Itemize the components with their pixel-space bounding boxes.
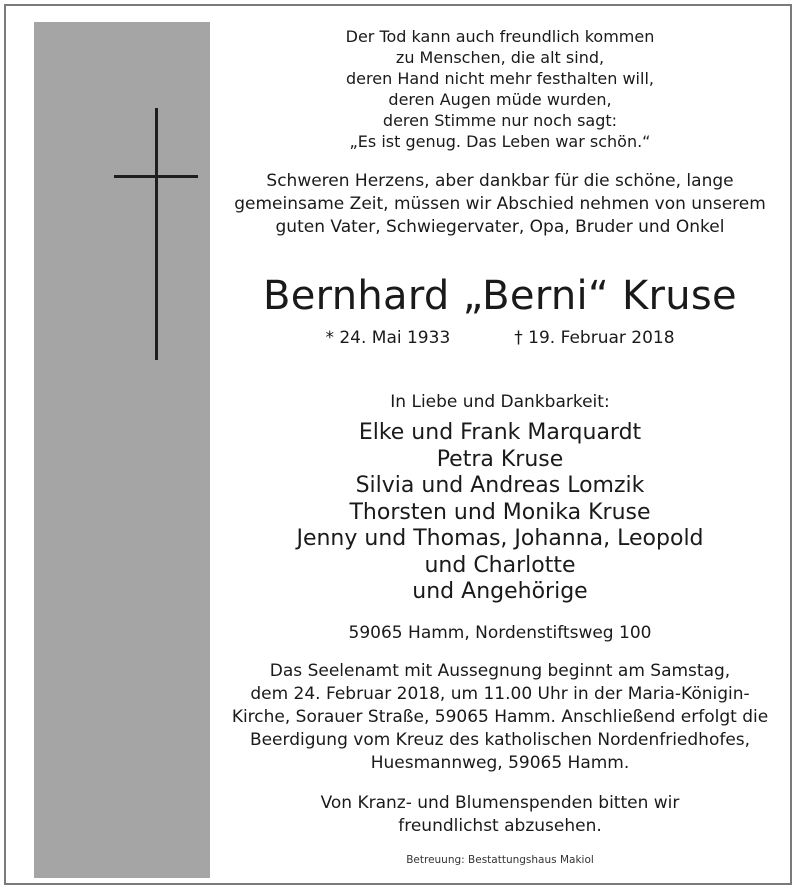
service-line: Beerdigung vom Kreuz des katholischen Nordenfriedhofes, — [249, 730, 751, 750]
thanks-line: In Liebe und Dankbarkeit: — [390, 392, 610, 412]
family-member: Jenny und Thomas, Johanna, Leopold — [296, 526, 704, 551]
death-date: † 19. Februar 2018 — [514, 328, 675, 348]
family-member: Petra Kruse — [436, 446, 564, 472]
family-member: Thorsten und Monika Kruse — [349, 499, 651, 525]
family-address: 59065 Hamm, Nordenstiftsweg 100 — [348, 623, 652, 643]
poem-line: deren Hand nicht mehr festhalten will, — [346, 69, 654, 88]
poem-block — [214, 26, 786, 152]
family-list — [214, 420, 786, 606]
poem-line: „Es ist genug. Das Leben war schön.“ — [349, 132, 651, 151]
service-line: dem 24. Februar 2018, um 11.00 Uhr in der Maria-Königin- — [250, 684, 750, 704]
family-member: Elke und Frank Marquardt — [358, 420, 642, 445]
life-dates — [214, 326, 786, 350]
poem-line: deren Stimme nur noch sagt: — [382, 111, 618, 130]
intro-line: guten Vater, Schwiegervater, Opa, Bruder und Onkel — [275, 217, 725, 237]
intro-block — [214, 170, 786, 239]
donation-line: freundlichst abzusehen. — [398, 816, 602, 836]
side-stripe — [34, 22, 210, 878]
service-line: Das Seelenamt mit Aussegnung beginnt am Samstag, — [269, 661, 731, 681]
deceased-name: Bernhard „Berni“ Kruse — [263, 273, 737, 319]
service-info — [214, 660, 786, 775]
intro-line: Schweren Herzens, aber dankbar für die schöne, lange — [266, 171, 734, 191]
poem-line: deren Augen müde wurden, — [388, 90, 612, 109]
cross-icon — [114, 108, 198, 360]
poem-line: Der Tod kann auch freundlich kommen — [345, 27, 655, 46]
family-member: Silvia und Andreas Lomzik — [355, 473, 645, 498]
family-member: und Angehörige — [412, 579, 588, 604]
poem-line: zu Menschen, die alt sind, — [395, 48, 605, 67]
service-line: Kirche, Sorauer Straße, 59065 Hamm. Anschließend erfolgt die — [231, 707, 769, 727]
intro-line: gemeinsame Zeit, müssen wir Abschied nehmen von unserem — [234, 194, 766, 214]
donation-line: Von Kranz- und Blumenspenden bitten wir — [320, 793, 680, 813]
family-member: und Charlotte — [424, 552, 576, 578]
donation-note — [214, 792, 786, 838]
birth-date: * 24. Mai 1933 — [325, 328, 451, 348]
funeral-home-credit: Betreuung: Bestattungshaus Makiol — [406, 854, 594, 866]
service-line: Huesmannweg, 59065 Hamm. — [370, 753, 630, 773]
